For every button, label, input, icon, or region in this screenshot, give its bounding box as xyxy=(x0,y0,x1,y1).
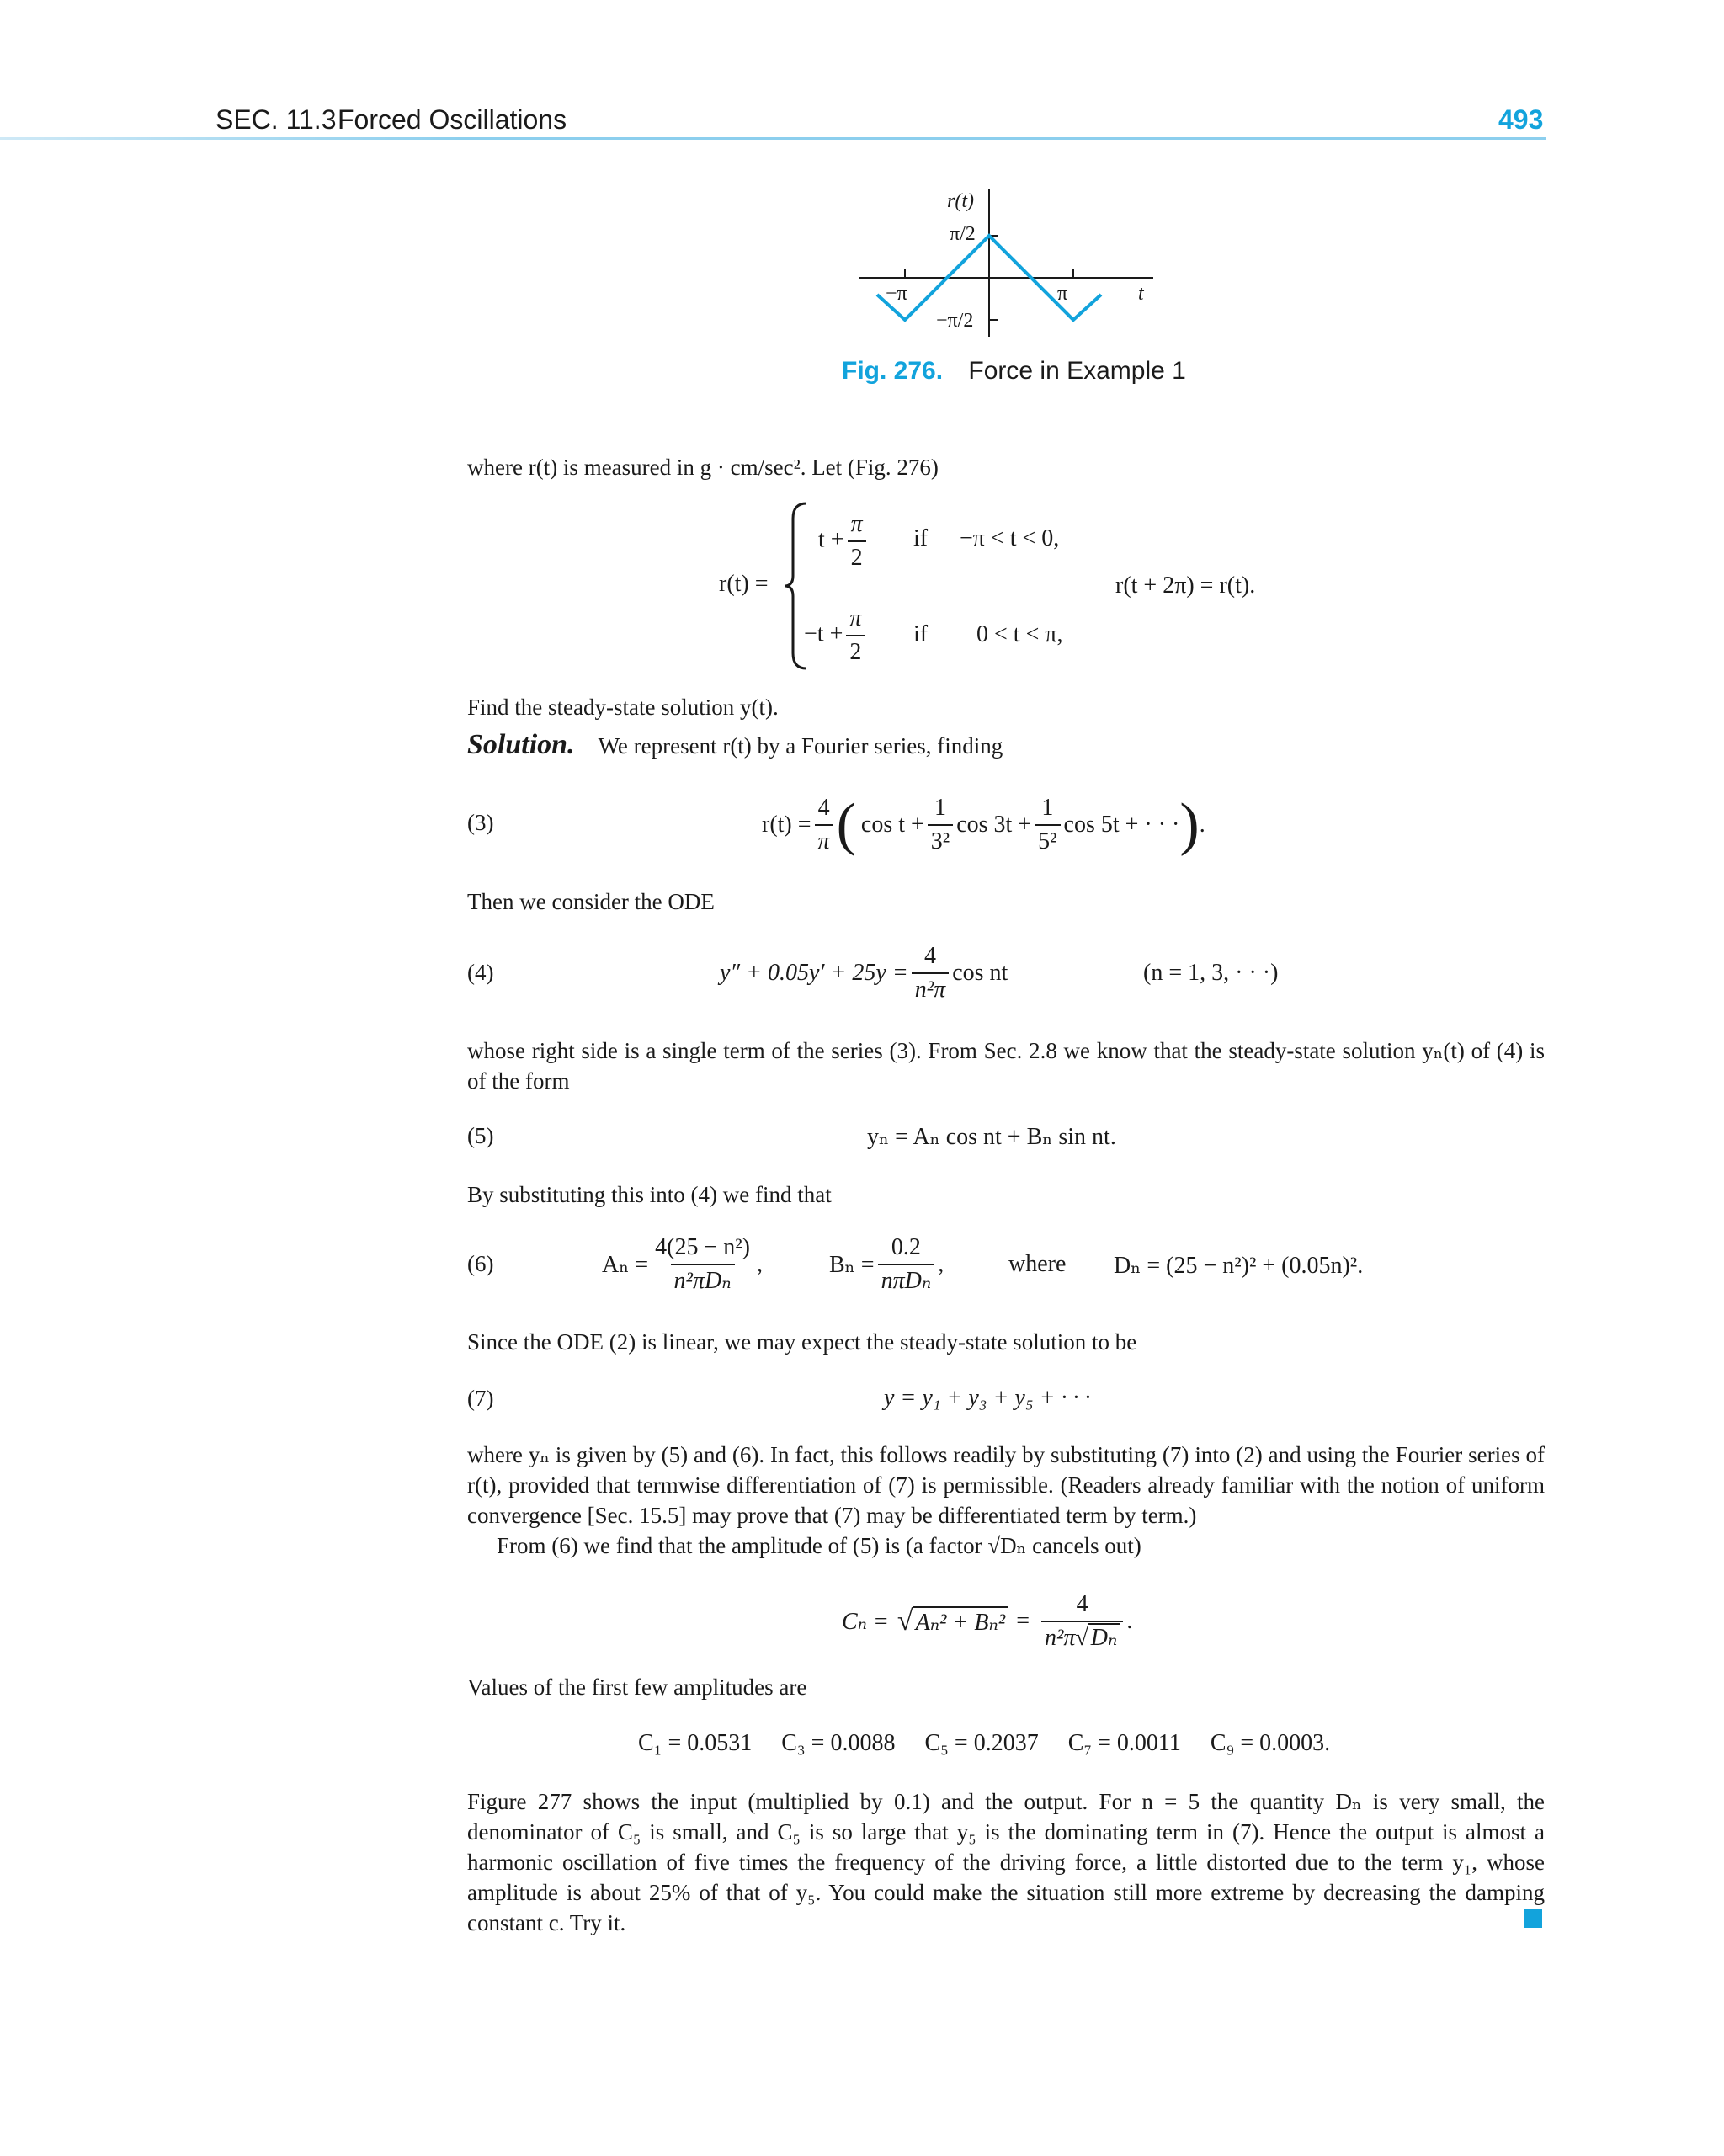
paragraph-figure-277: Figure 277 shows the input (multiplied by 0.1) and the output. For n = 5 the quantity Dₙ is very small, the denominator of C₅ is small, and C₅ is so large that y₅ is the dominating term in (7). Hence the output is almost a harmonic oscillation of five times the frequency of the driving force, a little distorted due to the term y₁, whose amplitude is about 25% of that of y₅. You could make the situation still more extreme by decreasing the damping constant c. Try it. xyxy=(467,1789,1545,1935)
running-header-section: SEC. 11.3 xyxy=(216,104,337,135)
figure-caption-label: Fig. 276. xyxy=(842,357,944,385)
fig-label-pi: π xyxy=(1057,283,1068,305)
solution-label: Solution. xyxy=(467,729,575,760)
figure-caption xyxy=(842,357,1186,386)
amplitude-value: C₃ = 0.0088 xyxy=(781,1730,896,1756)
fig-label-pi-half: π/2 xyxy=(950,223,976,245)
eq5-number: (5) xyxy=(467,1123,494,1148)
eq6-D: Dₙ = (25 − n²)² + (0.05n)². xyxy=(1114,1253,1364,1279)
eq6-A: Aₙ = $\frac{\text{4(25 − n²)}}{\text{n²πDₙ}}$ , xyxy=(602,1234,763,1294)
fig-label-neg-pi: −π xyxy=(886,283,907,305)
solution-text: We represent r(t) by a Fourier series, finding xyxy=(598,733,1003,759)
header-rule xyxy=(0,137,1546,140)
page-number: 493 xyxy=(1498,104,1544,135)
paragraph-units: where r(t) is measured in g · cm/sec². Let (Fig. 276) xyxy=(467,455,939,480)
eq7-number: (7) xyxy=(467,1386,494,1411)
amplitude-value: C₅ = 0.2037 xyxy=(924,1730,1039,1756)
amplitude-equation: Cₙ = √ Aₙ² + Bₙ² = $\frac{4}{\text{n²π√ Dₙ}}$ . xyxy=(842,1591,1133,1651)
running-header-title: Forced Oscillations xyxy=(338,104,567,135)
piecewise-lhs: r(t) = xyxy=(719,571,769,597)
eq6-where: where xyxy=(1008,1251,1067,1277)
paragraph-termwise: where yₙ is given by (5) and (6). In fact, this follows readily by substituting (7) into (2) and using the Fourier series of r(t), provided that termwise differentiation of (7) is permissible. (Readers already familiar with the notion of uniform convergence [Sec. 15.5] may prove that (7) may be differentiated term by term.) xyxy=(467,1442,1545,1528)
piecewise-case2: −t + $\frac{\pi}{2}$ xyxy=(804,604,868,667)
paragraph-find: Find the steady-state solution y(t). xyxy=(467,695,779,720)
piecewise-case1-cond: −π < t < 0, xyxy=(960,525,1060,551)
amplitude-value: C₉ = 0.0003. xyxy=(1210,1730,1331,1756)
amplitude-value: C₁ = 0.0531 xyxy=(638,1730,753,1756)
fig-label-neg-pi-half: −π/2 xyxy=(936,310,974,332)
amplitude-values xyxy=(638,1730,1330,1757)
fig-label-t: t xyxy=(1138,283,1144,305)
eq6-B: Bₙ = $\frac{0.2}{\text{nπDₙ}}$ , xyxy=(829,1234,944,1294)
eq3: r(t) = $\frac{4}{\pi}$ ( cos t + $\frac{1}{\text{3²}}$ cos 3t + $\frac{1}{\text{5²}}$ cos 5t + · · · ) . xyxy=(762,792,1205,857)
figure-caption-text: Force in Example 1 xyxy=(968,357,1186,385)
solution-line xyxy=(467,729,1545,761)
eq3-number: (3) xyxy=(467,810,494,835)
amplitude-value: C₇ = 0.0011 xyxy=(1067,1730,1181,1756)
piecewise-case1: t + $\frac{\pi}{2}$ xyxy=(818,510,870,572)
fig-label-r-t: r(t) xyxy=(947,190,974,212)
periodicity: r(t + 2π) = r(t). xyxy=(1115,572,1256,599)
piecewise-case2-if: if xyxy=(913,621,929,647)
piecewise-case2-cond: 0 < t < π, xyxy=(976,621,1063,647)
eq6-number: (6) xyxy=(467,1251,494,1276)
figure-276-graph xyxy=(842,181,1179,349)
eq7: y = y₁ + y₃ + y₅ + · · · xyxy=(884,1385,1091,1411)
eq5: yₙ = Aₙ cos nt + Bₙ sin nt. xyxy=(867,1124,1116,1150)
paragraph-since: Since the ODE (2) is linear, we may expect the steady-state solution to be xyxy=(467,1329,1137,1355)
piecewise-case1-if: if xyxy=(913,525,929,551)
eq4-number: (4) xyxy=(467,960,494,985)
eq4-range: (n = 1, 3, · · ·) xyxy=(1143,960,1279,986)
paragraph-amplitude-intro: From (6) we find that the amplitude of (5) is (a factor √Dₙ cancels out) xyxy=(497,1533,1141,1558)
paragraph-then: Then we consider the ODE xyxy=(467,889,715,914)
paragraph-values: Values of the first few amplitudes are xyxy=(467,1674,807,1700)
eq4: y″ + 0.05y′ + 25y = $\frac{4}{\text{n²π}}$ cos nt xyxy=(720,943,1008,1003)
paragraph-substituting: By substituting this into (4) we find that xyxy=(467,1182,832,1207)
end-of-example-marker xyxy=(1524,1909,1542,1928)
paragraph-steady-state: whose right side is a single term of the series (3). From Sec. 2.8 we know that the steady-state solution yₙ(t) of (4) is of the form xyxy=(467,1038,1545,1094)
